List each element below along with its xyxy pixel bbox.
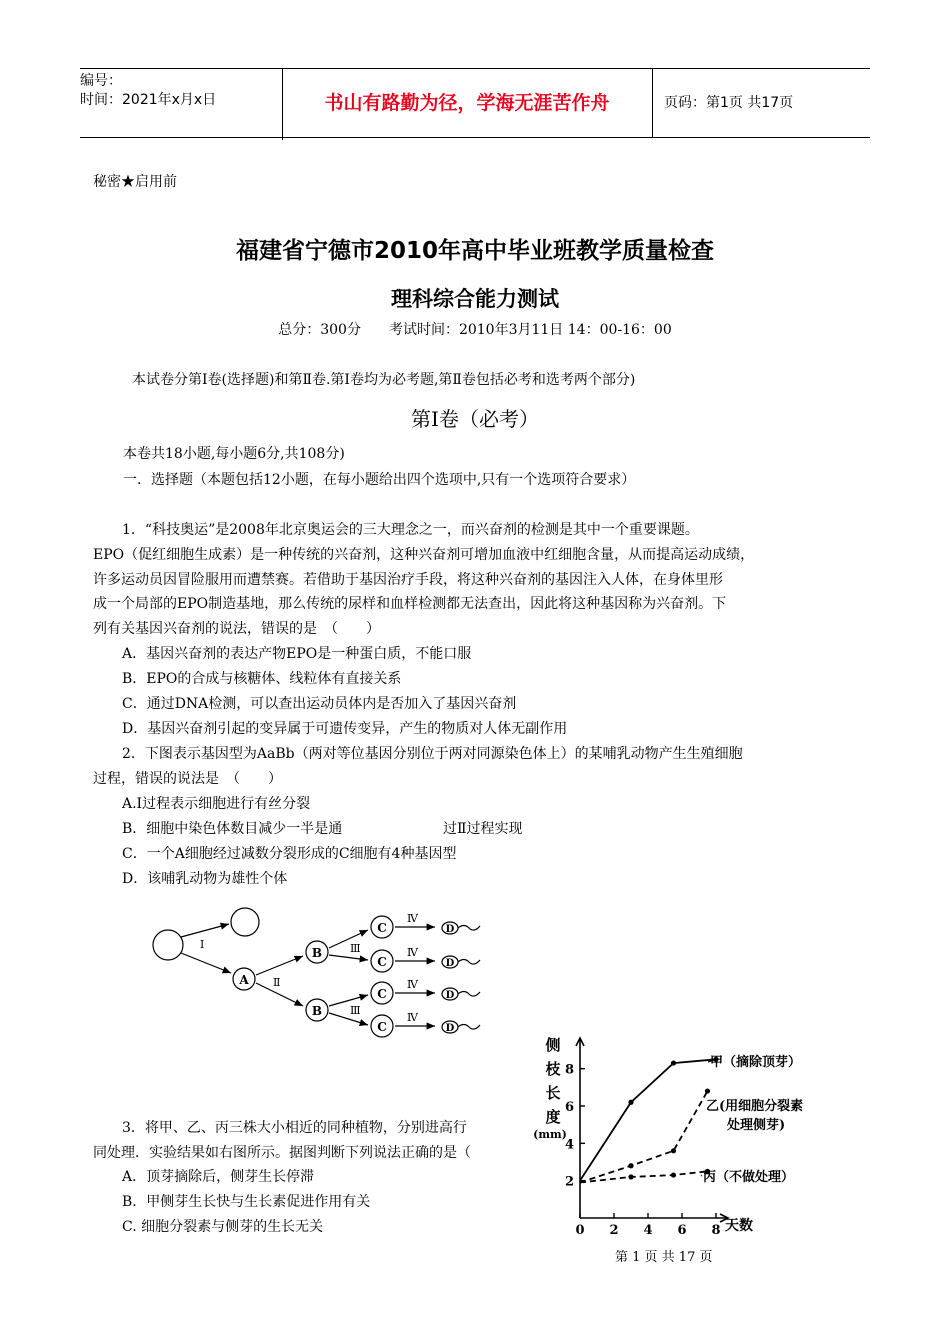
legend-yi (706, 1098, 803, 1114)
q1-line: 1．“科技奥运”是2008年北京奥运会的三大理念之一，而兴奋剂的检测是其中一个重要课题。 (122, 522, 699, 538)
page-subtitle: 理科综合能力测试 (391, 287, 559, 311)
stage-label: Ⅳ (407, 946, 418, 959)
cell-label: B (311, 1004, 323, 1018)
cell-label: C (377, 987, 387, 1001)
intro-text: 本试卷分第Ⅰ卷(选择题)和第Ⅱ卷.第Ⅰ卷均为必考题,第Ⅱ卷包括必考和选考两个部分) (132, 372, 636, 388)
q2-option-a: A.Ⅰ过程表示细胞进行有丝分裂 (122, 796, 311, 812)
stage-label: Ⅳ (407, 978, 418, 991)
cell-mitosis (231, 908, 259, 936)
y-tick-label: 8 (564, 1062, 574, 1078)
series-point-2 (671, 1172, 676, 1177)
ylabel-char: 枝 (545, 1060, 561, 1078)
header-motto: 书山有路勤为径，学海无涯苦作舟 (282, 69, 653, 137)
page-number-label: 页码：第1页 共17页 (664, 95, 794, 111)
ylabel-char: 长 (545, 1084, 561, 1102)
q2-option-c: C．一个A细胞经过减数分裂形成的C细胞有4种基因型 (122, 846, 457, 862)
cell-label: D (445, 924, 455, 935)
legend-jia: 甲（摘除顶芽） (710, 1055, 802, 1070)
q1-line: 成一个局部的EPO制造基地，那么传统的尿样和血样检测都无法查出，因此将这种基因称为兴奋剂。下 (93, 596, 727, 612)
secret-mark: 秘密★启用前 (93, 174, 177, 190)
x-tick-label: 0 (575, 1223, 585, 1238)
page-title: 福建省宁德市2010年高中毕业班教学质量检查 (235, 238, 714, 264)
cell-label: D (445, 990, 455, 1001)
q3-option-c: C. 细胞分裂素与侧芽的生长无关 (122, 1219, 324, 1235)
q2-option-b-cont: 过Ⅱ过程实现 (443, 821, 523, 837)
legend-yi-part: 乙(用细胞分裂素 (706, 1099, 804, 1114)
q3-line: 3．将甲、乙、丙三株大小相近的同种植物，分别进高行 (122, 1120, 467, 1136)
series-point-0 (628, 1100, 633, 1105)
series-point-2 (628, 1174, 633, 1179)
stage-label: Ⅲ (350, 942, 361, 955)
legend-bing: 丙（不做处理） (703, 1170, 795, 1185)
q1-line: EPO（促红细胞生成素）是一种传统的兴奋剂，这种兴奋剂可增加血液中红细胞含量，从而提高运动成绩， (93, 547, 755, 563)
q1-option-a: A．基因兴奋剂的表达产物EPO是一种蛋白质，不能口服 (122, 646, 472, 662)
lateral-bud-growth-chart (520, 1030, 850, 1255)
x-tick-label: 2 (609, 1223, 619, 1238)
volume-title: 第Ⅰ卷（必考） (411, 407, 539, 431)
q1-option-b: B．EPO的合成与核糖体、线粒体有直接关系 (122, 671, 402, 687)
q2-option-b: B．细胞中染色体数目减少一半是通 (122, 821, 343, 837)
stage-label: Ⅳ (407, 1011, 418, 1024)
series-point-1 (671, 1148, 676, 1153)
q3-line: 同处理．实验结果如右图所示。据图判断下列说法正确的是（ (93, 1145, 471, 1161)
q1-line: 列有关基因兴奋剂的说法，错误的是 （ ） (93, 621, 380, 637)
y-tick-label: 2 (564, 1174, 574, 1190)
cell-label: D (445, 958, 455, 969)
cell-label: C (377, 1020, 387, 1034)
cell-division-diagram (145, 900, 505, 1050)
page-header (80, 68, 870, 138)
legend-yi-cont: 处理侧芽) (727, 1118, 786, 1133)
stage-label: Ⅲ (350, 1004, 361, 1017)
cell-origin (153, 930, 183, 960)
date-label: 时间：2021年x月x日 (80, 92, 217, 108)
y-tick-label: 6 (564, 1100, 574, 1115)
section-title: 一．选择题（本题包括12小题，在每小题给出四个选项中,只有一个选项符合要求） (123, 472, 636, 488)
ylabel-unit: (mm) (533, 1128, 567, 1141)
q2-option-d: D．该哺乳动物为雄性个体 (122, 871, 288, 887)
q2-line: 2．下图表示基因型为AaBb（两对等位基因分别位于两对同源染色体上）的某哺乳动物产生生殖细胞 (122, 746, 743, 762)
cell-label: D (445, 1023, 455, 1034)
cell-label: C (377, 955, 387, 969)
cell-label: A (239, 973, 249, 987)
x-tick-label: 6 (677, 1223, 687, 1238)
y-tick-label: 4 (564, 1137, 574, 1153)
xlabel: 天数 (725, 1218, 753, 1234)
volume-note: 本卷共18小题,每小题6分,共108分) (123, 446, 345, 462)
stage-label: Ⅳ (407, 912, 418, 925)
q1-line: 许多运动员因冒险服用而遭禁赛。若借助于基因治疗手段，将这种兴奋剂的基因注入人体，在身体里形 (93, 572, 723, 588)
cell-label: B (311, 946, 323, 960)
series-point-1 (705, 1088, 710, 1093)
q3-option-a: A．顶芽摘除后，侧芽生长停滞 (122, 1169, 315, 1185)
q1-option-d: D．基因兴奋剂引起的变异属于可遗传变异，产生的物质对人体无副作用 (122, 721, 568, 737)
stage-label: Ⅱ (273, 976, 281, 989)
ylabel-char: 侧 (545, 1036, 561, 1054)
header-left (80, 69, 283, 140)
q1-option-c: C．通过DNA检测，可以查出运动员体内是否加入了基因兴奋剂 (122, 696, 517, 712)
q2-line: 过程，错误的说法是 （ ） (93, 771, 282, 787)
page-footer: 第 1 页 共 17 页 (615, 1250, 713, 1265)
code-label: 编号： (80, 73, 122, 89)
series-point-1 (628, 1163, 633, 1168)
series-point-0 (671, 1060, 676, 1065)
exam-meta: 总分：300分 考试时间：2010年3月11日 14：00-16：00 (278, 322, 672, 338)
stage-label: Ⅰ (200, 938, 205, 951)
cell-label: C (377, 921, 387, 935)
q3-option-b: B．甲侧芽生长快与生长素促进作用有关 (122, 1194, 371, 1210)
ylabel-char: 度 (545, 1108, 561, 1126)
x-tick-label: 4 (643, 1223, 653, 1238)
x-tick-label: 8 (711, 1223, 721, 1238)
